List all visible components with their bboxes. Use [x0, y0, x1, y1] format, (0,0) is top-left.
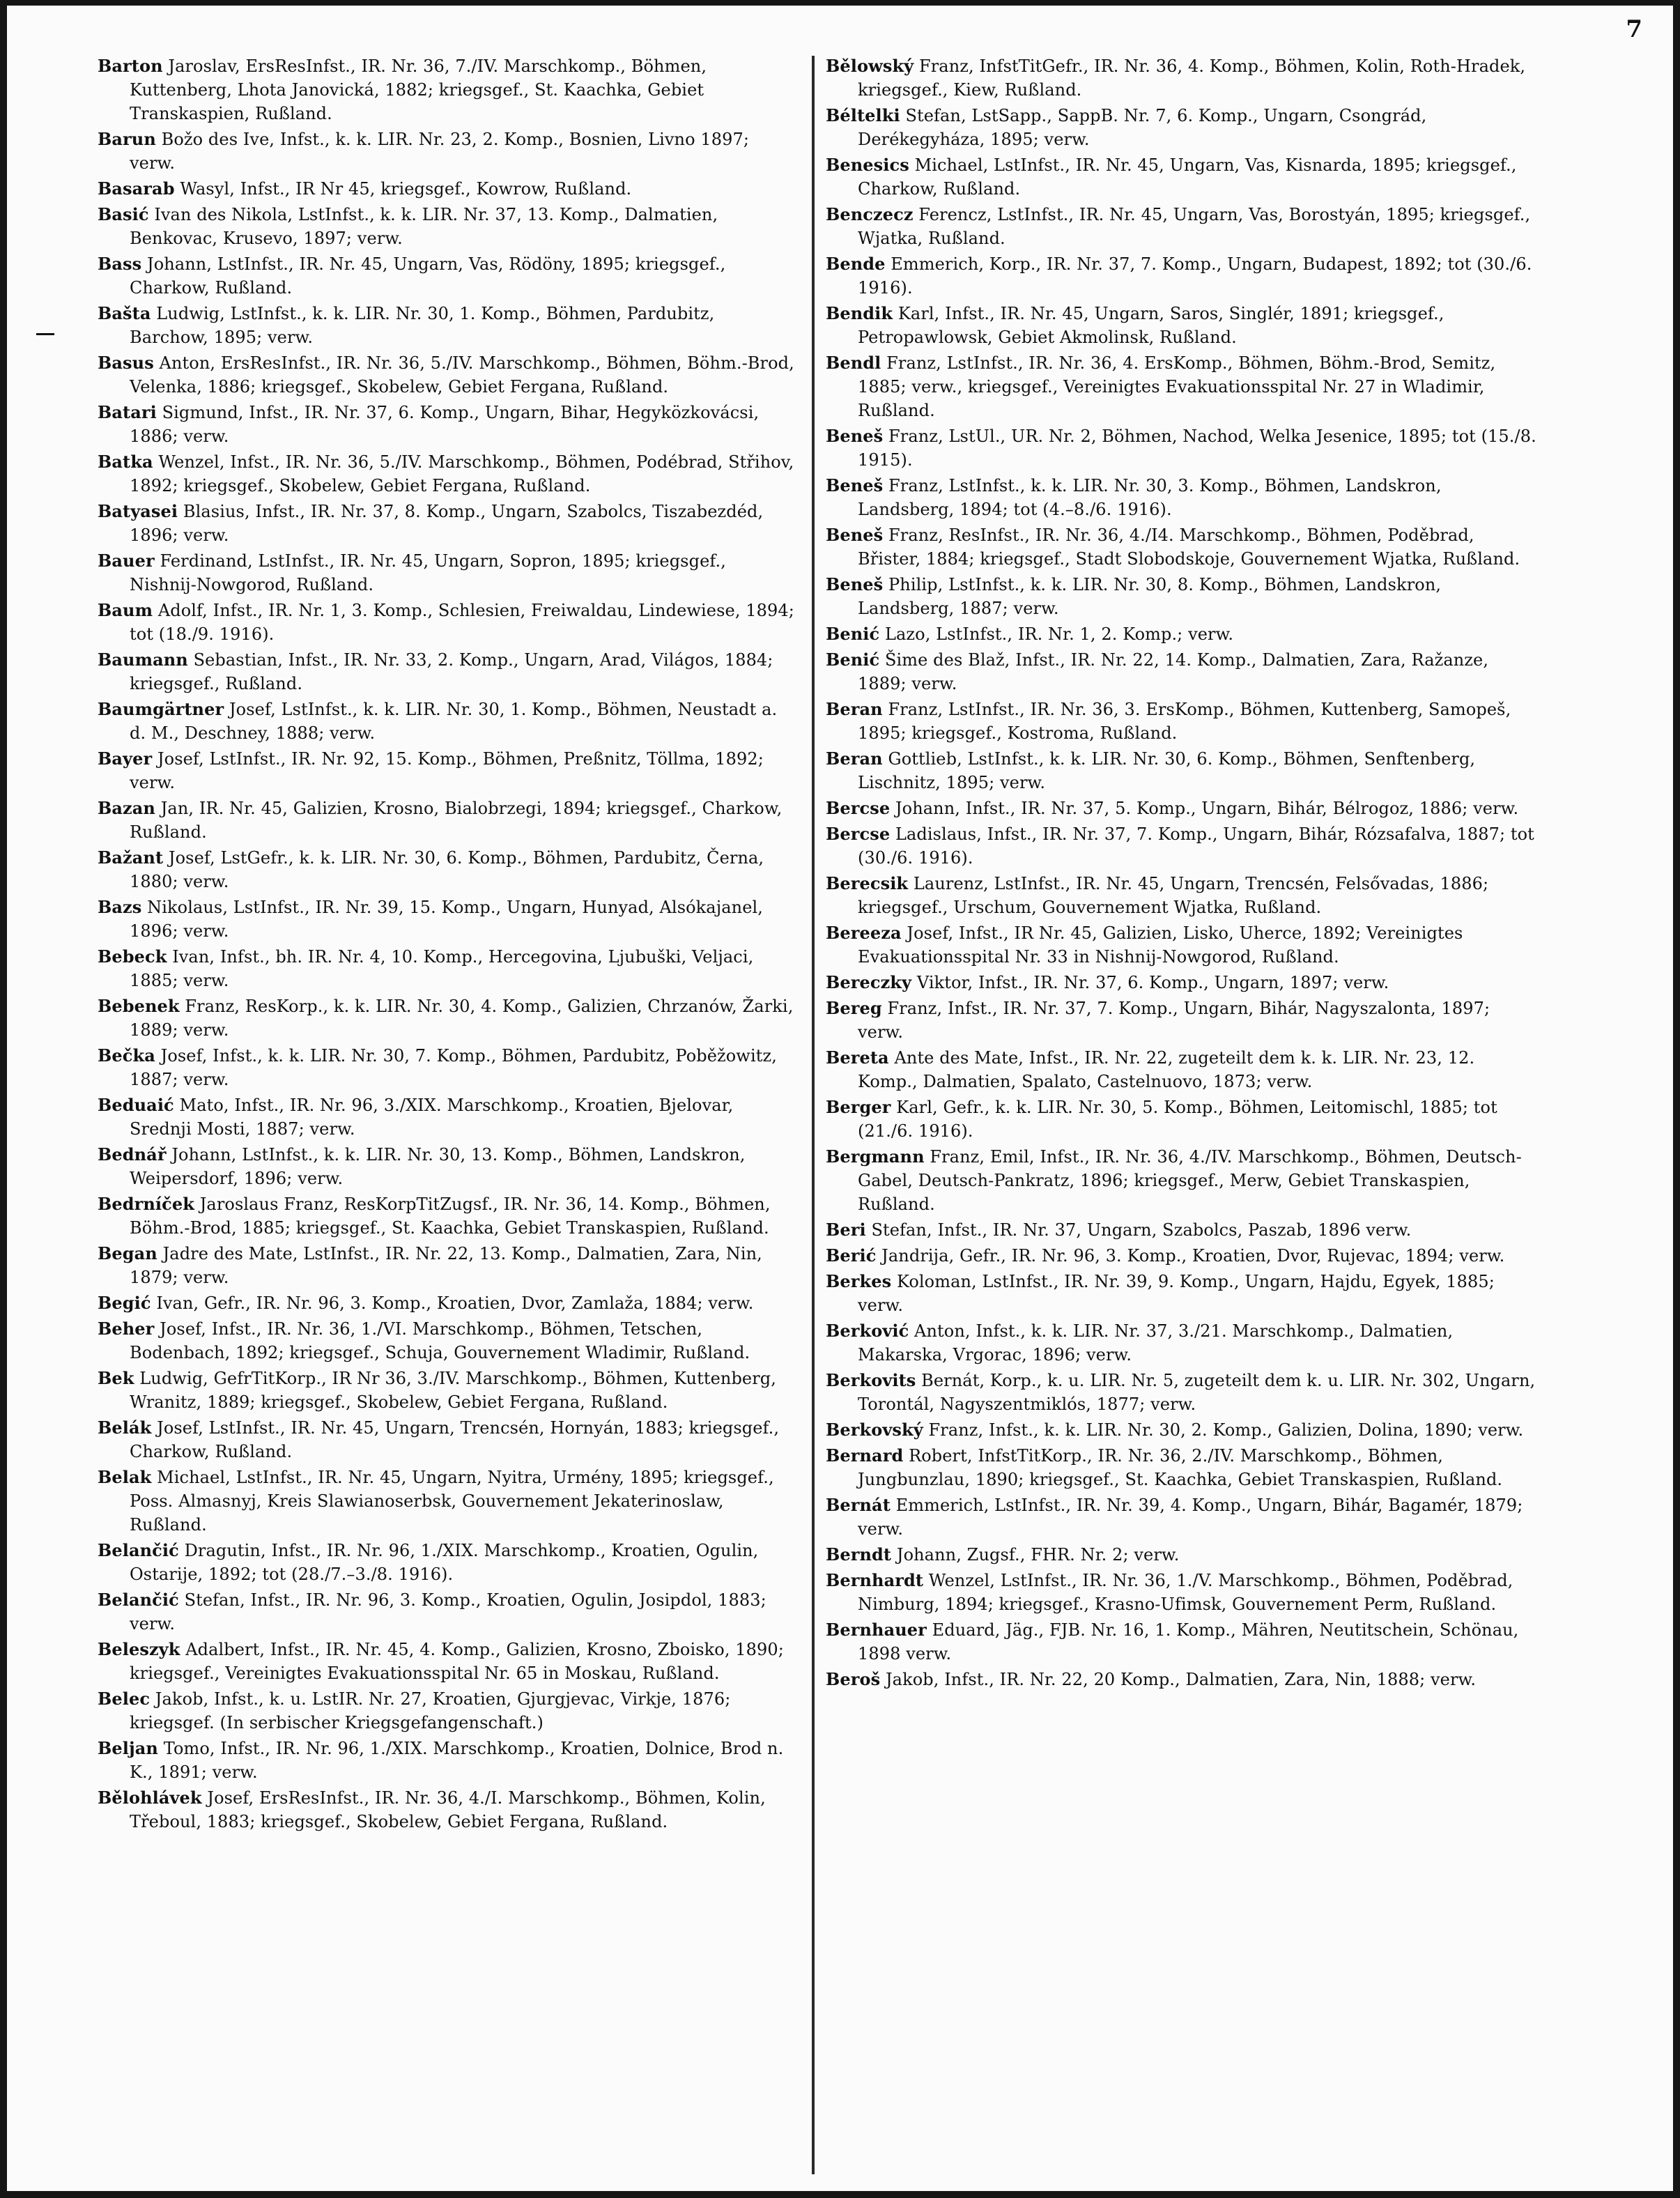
list-item: [826, 573, 1536, 620]
entry-surname: Berković: [826, 1321, 909, 1341]
entry-surname: Beneš: [826, 525, 884, 545]
list-item: [826, 351, 1536, 422]
list-item: [826, 1569, 1536, 1616]
entry-details: Jandrija, Gefr., IR. Nr. 96, 3. Komp., Kroatien, Dvor, Rujevac, 1894; verw.: [881, 1246, 1505, 1266]
list-item: [98, 1466, 794, 1537]
entry-surname: Begić: [98, 1293, 151, 1313]
entry-surname: Bauer: [98, 551, 155, 571]
entry-surname: Bercse: [826, 798, 891, 818]
entry-surname: Bělohlávek: [98, 1788, 202, 1808]
entry-surname: Beduaić: [98, 1095, 174, 1115]
entry-details: Wasyl, Infst., IR Nr 45, kriegsgef., Kowrow, Rußland.: [180, 179, 632, 199]
entry-surname: Bereeza: [826, 923, 902, 943]
entry-details: Franz, InfstTitGefr., IR. Nr. 36, 4. Komp., Böhmen, Kolin, Roth-Hradek, kriegsgef., Kiew, Rußland.: [858, 56, 1526, 100]
entry-details: Adalbert, Infst., IR. Nr. 45, 4. Komp., Galizien, Krosno, Zboisko, 1890; kriegsgef., Vereinigtes Evakuationsspital Nr. 65 in Moskau, Rußland.: [130, 1640, 784, 1683]
list-item: [826, 997, 1536, 1044]
entry-details: Stefan, LstSapp., SappB. Nr. 7, 6. Komp., Ungarn, Csongrád, Derékegyháza, 1895; verw.: [858, 106, 1427, 149]
list-item: [826, 698, 1536, 745]
column-divider: [812, 56, 815, 2174]
list-item: [98, 1044, 794, 1091]
entry-surname: Beroš: [826, 1669, 881, 1689]
entry-details: Josef, LstInfst., k. k. LIR. Nr. 30, 1. Komp., Böhmen, Neustadt a. d. M., Deschney, 1888; verw.: [130, 700, 778, 743]
list-item: [826, 523, 1536, 571]
entry-details: Emmerich, Korp., IR. Nr. 37, 7. Komp., Ungarn, Budapest, 1892; tot (30./6. 1916).: [858, 254, 1532, 298]
entry-details: Franz, Infst., k. k. LIR. Nr. 30, 2. Komp., Galizien, Dolina, 1890; verw.: [928, 1420, 1524, 1440]
entry-details: Ludwig, LstInfst., k. k. LIR. Nr. 30, 1. Komp., Böhmen, Pardubitz, Barchow, 1895; verw.: [130, 304, 715, 347]
list-item: [98, 128, 794, 175]
entry-surname: Barton: [98, 56, 163, 76]
entry-details: Jan, IR. Nr. 45, Galizien, Krosno, Bialobrzegi, 1894; kriegsgef., Charkow, Rußland.: [130, 799, 783, 842]
entry-details: Viktor, Infst., IR. Nr. 37, 6. Komp., Ungarn, 1897; verw.: [916, 973, 1389, 992]
entry-details: Dragutin, Infst., IR. Nr. 96, 1./XIX. Marschkomp., Kroatien, Ogulin, Ostarije, 1892; tot (28./7.–3./8. 1916).: [130, 1541, 759, 1584]
entry-details: Bernát, Korp., k. u. LIR. Nr. 5, zugeteilt dem k. u. LIR. Nr. 302, Ungarn, Torontál, Nagyszentmiklós, 1877; verw.: [858, 1371, 1536, 1414]
list-item: [98, 1367, 794, 1414]
right-column: [826, 54, 1536, 2173]
entry-details: Josef, ErsResInfst., IR. Nr. 36, 4./I. Marschkomp., Böhmen, Kolin, Třeboul, 1883; kriegsgef., Skobelew, Gebiet Fergana, Rußland.: [130, 1788, 766, 1831]
entry-surname: Beneš: [826, 475, 884, 495]
entry-details: Ferdinand, LstInfst., IR. Nr. 45, Ungarn, Sopron, 1895; kriegsgef., Nishnij-Nowgorod, Rußland.: [130, 551, 726, 594]
entry-surname: Bereta: [826, 1047, 889, 1068]
entry-surname: Batari: [98, 402, 157, 422]
entry-surname: Beran: [826, 748, 883, 769]
entry-surname: Beri: [826, 1220, 866, 1240]
list-item: [98, 549, 794, 597]
entry-surname: Bereg: [826, 998, 882, 1018]
entry-surname: Bašta: [98, 303, 151, 323]
entry-surname: Bedrníček: [98, 1194, 194, 1214]
entry-details: Adolf, Infst., IR. Nr. 1, 3. Komp., Schlesien, Freiwaldau, Lindewiese, 1894; tot (18./9. 1916).: [130, 601, 794, 644]
entry-surname: Béltelki: [826, 105, 900, 125]
list-item: [98, 401, 794, 448]
entry-details: Laurenz, LstInfst., IR. Nr. 45, Ungarn, Trencsén, Felsővadas, 1886; kriegsgef., Urschum, Gouvernement Wjatka, Rußland.: [858, 874, 1489, 917]
list-item: [826, 104, 1536, 151]
list-item: [826, 1244, 1536, 1268]
list-item: [98, 351, 794, 399]
entry-details: Jakob, Infst., IR. Nr. 22, 20 Komp., Dalmatien, Zara, Nin, 1888; verw.: [885, 1670, 1477, 1689]
entry-details: Koloman, LstInfst., IR. Nr. 39, 9. Komp., Ungarn, Hajdu, Egyek, 1885; verw.: [858, 1272, 1495, 1315]
entry-details: Stefan, Infst., IR. Nr. 37, Ungarn, Szabolcs, Paszab, 1896 verw.: [871, 1220, 1412, 1240]
entry-details: Sigmund, Infst., IR. Nr. 37, 6. Komp., Ungarn, Bihar, Hegyközkovácsi, 1886; verw.: [130, 403, 760, 446]
entry-details: Wenzel, LstInfst., IR. Nr. 36, 1./V. Marschkomp., Böhmen, Poděbrad, Nimburg, 1894; kriegsgef., Krasno-Ufimsk, Gouvernement Perm, Rußland.: [858, 1571, 1513, 1614]
entry-details: Franz, ResKorp., k. k. LIR. Nr. 30, 4. Komp., Galizien, Chrzanów, Žarki, 1889; verw.: [130, 997, 794, 1040]
entry-surname: Bass: [98, 254, 142, 274]
entry-details: Johann, Zugsf., FHR. Nr. 2; verw.: [896, 1545, 1180, 1565]
list-item: [98, 648, 794, 695]
list-item: [826, 921, 1536, 969]
entry-details: Jaroslav, ErsResInfst., IR. Nr. 36, 7./IV. Marschkomp., Böhmen, Kuttenberg, Lhota Janovická, 1882; kriegsgef., St. Kaachka, Gebiet Transkaspien, Rußland.: [130, 56, 707, 123]
list-item: [826, 302, 1536, 349]
entry-surname: Baumgärtner: [98, 699, 224, 719]
list-item: [826, 1270, 1536, 1317]
list-item: [98, 1539, 794, 1586]
list-item: [98, 994, 794, 1042]
entry-surname: Beljan: [98, 1738, 158, 1758]
list-item: [826, 1046, 1536, 1093]
list-item: [826, 1218, 1536, 1242]
entry-surname: Berger: [826, 1097, 891, 1117]
entry-surname: Bebenek: [98, 996, 180, 1016]
list-item: [98, 1143, 794, 1190]
entry-surname: Benić: [826, 650, 880, 670]
entry-details: Franz, LstInfst., k. k. LIR. Nr. 30, 3. Komp., Böhmen, Landskron, Landsberg, 1894; tot (4.–8./6. 1916).: [858, 476, 1442, 519]
entry-surname: Benesics: [826, 155, 909, 175]
list-item: [98, 302, 794, 349]
entry-details: Ladislaus, Infst., IR. Nr. 37, 7. Komp., Ungarn, Bihár, Rózsafalva, 1887; tot (30./6. 1916).: [858, 824, 1534, 868]
entry-details: Jaroslaus Franz, ResKorpTitZugsf., IR. Nr. 36, 14. Komp., Böhmen, Böhm.-Brod, 1885; kriegsgef., St. Kaachka, Gebiet Transkaspien, Rußland.: [130, 1194, 771, 1238]
list-item: [98, 945, 794, 992]
entry-surname: Berecsik: [826, 873, 909, 893]
entry-details: Ivan, Gefr., IR. Nr. 96, 3. Komp., Kroatien, Dvor, Zamlaža, 1884; verw.: [156, 1293, 754, 1313]
entry-surname: Batka: [98, 452, 153, 472]
entry-surname: Bek: [98, 1368, 134, 1388]
entry-surname: Bende: [826, 254, 886, 274]
list-item: [826, 203, 1536, 250]
entry-surname: Benczecz: [826, 204, 914, 224]
list-item: [98, 177, 794, 201]
entry-surname: Bereczky: [826, 972, 912, 992]
entry-surname: Berkovský: [826, 1420, 923, 1440]
list-item: [826, 1369, 1536, 1416]
entry-surname: Bernát: [826, 1495, 891, 1515]
entry-details: Eduard, Jäg., FJB. Nr. 16, 1. Komp., Mähren, Neutitschein, Schönau, 1898 verw.: [858, 1620, 1519, 1663]
entry-details: Josef, Infst., IR Nr. 45, Galizien, Lisko, Uherce, 1892; Vereinigtes Evakuationsspital Nr. 33 in Nishnij-Nowgorod, Rußland.: [858, 923, 1463, 967]
list-item: [98, 1416, 794, 1463]
list-item: [826, 971, 1536, 994]
entry-surname: Beneš: [826, 426, 884, 446]
entry-surname: Bendik: [826, 303, 893, 323]
entry-surname: Belančić: [98, 1540, 179, 1560]
entry-details: Josef, Infst., IR. Nr. 36, 1./VI. Marschkomp., Böhmen, Tetschen, Bodenbach, 1892; kriegsgef., Schuja, Gouvernement Wladimir, Rußland.: [130, 1319, 750, 1362]
entry-details: Šime des Blaž, Infst., IR. Nr. 22, 14. Komp., Dalmatien, Zara, Ražanze, 1889; verw.: [858, 650, 1489, 693]
list-item: [98, 1737, 794, 1784]
list-item: [98, 1786, 794, 1834]
entry-surname: Bednář: [98, 1144, 167, 1165]
entry-surname: Barun: [98, 129, 156, 149]
entry-details: Franz, LstInfst., IR. Nr. 36, 3. ErsKomp., Böhmen, Kuttenberg, Samopeš, 1895; kriegsgef., Kostroma, Rußland.: [858, 700, 1511, 743]
entry-surname: Baum: [98, 600, 153, 620]
entry-details: Tomo, Infst., IR. Nr. 96, 1./XIX. Marschkomp., Kroatien, Dolnice, Brod n. K., 1891; verw.: [130, 1739, 784, 1782]
entry-surname: Bebeck: [98, 946, 167, 967]
entry-details: Michael, LstInfst., IR. Nr. 45, Ungarn, Vas, Kisnarda, 1895; kriegsgef., Charkow, Rußland.: [858, 155, 1517, 199]
entry-surname: Baumann: [98, 650, 188, 670]
entry-details: Franz, LstInfst., IR. Nr. 36, 4. ErsKomp., Böhmen, Böhm.-Brod, Semitz, 1885; verw., kriegsgef., Vereinigtes Evakuationsspital Nr. 27 in Wladimir, Rußland.: [858, 353, 1496, 420]
entry-surname: Belec: [98, 1689, 151, 1709]
list-item: [98, 1291, 794, 1315]
entry-details: Philip, LstInfst., k. k. LIR. Nr. 30, 8. Komp., Böhmen, Landskron, Landsberg, 1887; verw.: [858, 575, 1442, 618]
entry-details: Lazo, LstInfst., IR. Nr. 1, 2. Komp.; verw.: [884, 624, 1234, 644]
list-item: [98, 797, 794, 844]
list-item: [826, 1444, 1536, 1491]
entry-details: Franz, ResInfst., IR. Nr. 36, 4./I4. Marschkomp., Böhmen, Poděbrad, Břister, 1884; kriegsgef., Stadt Slobodskoje, Gouvernement Wjatka, Rußland.: [858, 525, 1520, 569]
entry-surname: Belák: [98, 1417, 152, 1438]
entry-surname: Batyasei: [98, 501, 178, 521]
entry-surname: Bazs: [98, 897, 142, 917]
entry-surname: Benić: [826, 624, 880, 644]
entry-surname: Bělowský: [826, 56, 914, 76]
list-item: [98, 450, 794, 498]
list-item: [98, 698, 794, 745]
entry-surname: Bergmann: [826, 1146, 925, 1167]
list-item: [826, 872, 1536, 919]
list-item: [826, 1493, 1536, 1541]
entry-details: Nikolaus, LstInfst., IR. Nr. 39, 15. Komp., Ungarn, Hunyad, Alsókajanel, 1896; verw.: [130, 898, 764, 941]
list-item: [826, 1418, 1536, 1442]
entry-details: Johann, LstInfst., k. k. LIR. Nr. 30, 13. Komp., Böhmen, Landskron, Weipersdorf, 1896; verw.: [130, 1145, 746, 1188]
entry-surname: Beran: [826, 699, 883, 719]
entry-details: Franz, Infst., IR. Nr. 37, 7. Komp., Ungarn, Bihár, Nagyszalonta, 1897; verw.: [858, 999, 1490, 1042]
list-item: [98, 1192, 794, 1240]
list-item: [98, 846, 794, 893]
entry-details: Josef, LstGefr., k. k. LIR. Nr. 30, 6. Komp., Böhmen, Pardubitz, Černa, 1880; verw.: [130, 848, 764, 891]
entry-surname: Belančić: [98, 1590, 179, 1610]
entry-surname: Berić: [826, 1245, 877, 1266]
entry-surname: Bendl: [826, 353, 881, 373]
entry-surname: Bažant: [98, 847, 164, 868]
entry-surname: Bernard: [826, 1445, 904, 1466]
entry-details: Jakob, Infst., k. u. LstIR. Nr. 27, Kroatien, Gjurgjevac, Virkje, 1876; kriegsgef. (In serbischer Kriegsgefangenschaft.): [130, 1689, 731, 1732]
entry-details: Wenzel, Infst., IR. Nr. 36, 5./IV. Marschkomp., Böhmen, Podébrad, Střihov, 1892; kriegsgef., Skobelew, Gebiet Fergana, Rußland.: [130, 452, 794, 495]
entry-details: Ante des Mate, Infst., IR. Nr. 22, zugeteilt dem k. k. LIR. Nr. 23, 12. Komp., Dalmatien, Spalato, Castelnuovo, 1873; verw.: [858, 1048, 1475, 1091]
list-item: [98, 1317, 794, 1365]
list-item: [826, 1668, 1536, 1691]
entry-details: Mato, Infst., IR. Nr. 96, 3./XIX. Marschkomp., Kroatien, Bjelovar, Srednji Mosti, 1887; verw.: [130, 1096, 734, 1139]
entry-details: Emmerich, LstInfst., IR. Nr. 39, 4. Komp., Ungarn, Bihár, Bagamér, 1879; verw.: [858, 1496, 1523, 1539]
entry-details: Jadre des Mate, LstInfst., IR. Nr. 22, 13. Komp., Dalmatien, Zara, Nin, 1879; verw.: [130, 1244, 762, 1287]
entry-surname: Beher: [98, 1319, 155, 1339]
entry-details: Anton, ErsResInfst., IR. Nr. 36, 5./IV. Marschkomp., Böhmen, Böhm.-Brod, Velenka, 1886; kriegsgef., Skobelew, Gebiet Fergana, Rußland.: [130, 353, 794, 397]
entry-surname: Bernhardt: [826, 1570, 924, 1590]
entry-details: Gottlieb, LstInfst., k. k. LIR. Nr. 30, 6. Komp., Böhmen, Senftenberg, Lischnitz, 1895; verw.: [858, 749, 1476, 792]
list-item: [826, 1618, 1536, 1666]
entry-surname: Berkovits: [826, 1370, 916, 1390]
list-item: [826, 1543, 1536, 1567]
entry-surname: Bayer: [98, 748, 153, 769]
entry-details: Anton, Infst., k. k. LIR. Nr. 37, 3./21. Marschkomp., Dalmatien, Makarska, Vrgorac, 1896; verw.: [858, 1321, 1454, 1365]
list-item: [826, 747, 1536, 794]
entry-details: Ludwig, GefrTitKorp., IR Nr 36, 3./IV. Marschkomp., Böhmen, Kuttenberg, Wranitz, 1889; kriegsgef., Skobelew, Gebiet Fergana, Rußland.: [130, 1369, 776, 1412]
entry-surname: Bečka: [98, 1045, 155, 1066]
list-item: [826, 153, 1536, 201]
entry-details: Karl, Infst., IR. Nr. 45, Ungarn, Saros, Singlér, 1891; kriegsgef., Petropawlowsk, Gebiet Akmolinsk, Rußland.: [858, 304, 1444, 347]
entry-details: Božo des Ive, Infst., k. k. LIR. Nr. 23, 2. Komp., Bosnien, Livno 1897; verw.: [130, 130, 750, 173]
entry-details: Stefan, Infst., IR. Nr. 96, 3. Komp., Kroatien, Ogulin, Josipdol, 1883; verw.: [130, 1590, 766, 1634]
list-item: [98, 896, 794, 943]
list-item: [826, 648, 1536, 695]
entry-surname: Berkes: [826, 1271, 892, 1291]
entry-details: Blasius, Infst., IR. Nr. 37, 8. Komp., Ungarn, Szabolcs, Tiszabezdéd, 1896; verw.: [130, 502, 764, 545]
entry-surname: Bernhauer: [826, 1620, 927, 1640]
list-item: [826, 1096, 1536, 1143]
entry-surname: Basarab: [98, 178, 175, 199]
list-item: [826, 474, 1536, 521]
entry-details: Johann, Infst., IR. Nr. 37, 5. Komp., Ungarn, Bihár, Bélrogoz, 1886; verw.: [895, 799, 1519, 818]
list-item: [826, 1145, 1536, 1216]
list-item: [98, 500, 794, 547]
list-item: [826, 797, 1536, 820]
list-item: [98, 599, 794, 646]
list-item: [826, 54, 1536, 102]
entry-details: Ivan des Nikola, LstInfst., k. k. LIR. Nr. 37, 13. Komp., Dalmatien, Benkovac, Krusevo, 1897; verw.: [130, 205, 718, 248]
page-number: 7: [1626, 15, 1642, 43]
entry-details: Johann, LstInfst., IR. Nr. 45, Ungarn, Vas, Rödöny, 1895; kriegsgef., Charkow, Rußland.: [130, 254, 726, 298]
list-item: [98, 1638, 794, 1685]
entry-surname: Belak: [98, 1467, 152, 1487]
entry-surname: Basić: [98, 204, 149, 224]
list-item: [98, 203, 794, 250]
entry-details: Ferencz, LstInfst., IR. Nr. 45, Ungarn, Vas, Borostyán, 1895; kriegsgef., Wjatka, Rußland.: [858, 205, 1531, 248]
list-item: [98, 252, 794, 300]
list-item: [826, 424, 1536, 472]
list-item: [826, 1319, 1536, 1367]
list-item: [98, 1687, 794, 1735]
list-item: [98, 1588, 794, 1636]
entry-details: Ivan, Infst., bh. IR. Nr. 4, 10. Komp., Hercegovina, Ljubuški, Veljaci, 1885; verw.: [130, 947, 754, 990]
entry-details: Franz, Emil, Infst., IR. Nr. 36, 4./IV. Marschkomp., Böhmen, Deutsch-Gabel, Deutsch-Pankratz, 1896; kriegsgef., Merw, Gebiet Transkaspien, Rußland.: [858, 1147, 1522, 1214]
entry-details: Karl, Gefr., k. k. LIR. Nr. 30, 5. Komp., Böhmen, Leitomischl, 1885; tot (21./6. 1916).: [858, 1098, 1497, 1141]
entry-surname: Beleszyk: [98, 1639, 180, 1659]
list-item: [98, 747, 794, 794]
entry-surname: Basus: [98, 353, 154, 373]
left-column: [98, 54, 794, 2173]
list-item: [826, 822, 1536, 870]
entry-details: Michael, LstInfst., IR. Nr. 45, Ungarn, Nyitra, Urmény, 1895; kriegsgef., Poss. Almasnyj, Kreis Slawianoserbsk, Gouvernement Jekaterinoslaw, Rußland.: [130, 1468, 774, 1535]
entry-surname: Bercse: [826, 824, 891, 844]
list-item: [98, 1242, 794, 1289]
margin-dash-mark: [36, 333, 54, 335]
entry-details: Josef, LstInfst., IR. Nr. 45, Ungarn, Trencsén, Hornyán, 1883; kriegsgef., Charkow, Rußland.: [130, 1418, 780, 1461]
entry-details: Robert, InfstTitKorp., IR. Nr. 36, 2./IV. Marschkomp., Böhmen, Jungbunzlau, 1890; kriegsgef., St. Kaachka, Gebiet Transkaspien, Rußland.: [858, 1446, 1503, 1489]
entry-details: Franz, LstUl., UR. Nr. 2, Böhmen, Nachod, Welka Jesenice, 1895; tot (15./8. 1915).: [858, 426, 1536, 470]
entry-details: Josef, LstInfst., IR. Nr. 92, 15. Komp., Böhmen, Preßnitz, Töllma, 1892; verw.: [130, 749, 764, 792]
entry-surname: Berndt: [826, 1544, 892, 1565]
list-item: [98, 54, 794, 125]
entry-surname: Bazan: [98, 798, 155, 818]
list-item: [826, 622, 1536, 646]
list-item: [826, 252, 1536, 300]
entry-surname: Began: [98, 1243, 157, 1263]
entry-surname: Beneš: [826, 574, 884, 594]
list-item: [98, 1093, 794, 1141]
entry-details: Sebastian, Infst., IR. Nr. 33, 2. Komp., Ungarn, Arad, Világos, 1884; kriegsgef., Rußland.: [130, 650, 773, 693]
entry-details: Josef, Infst., k. k. LIR. Nr. 30, 7. Komp., Böhmen, Pardubitz, Poběžowitz, 1887; verw.: [130, 1046, 777, 1089]
